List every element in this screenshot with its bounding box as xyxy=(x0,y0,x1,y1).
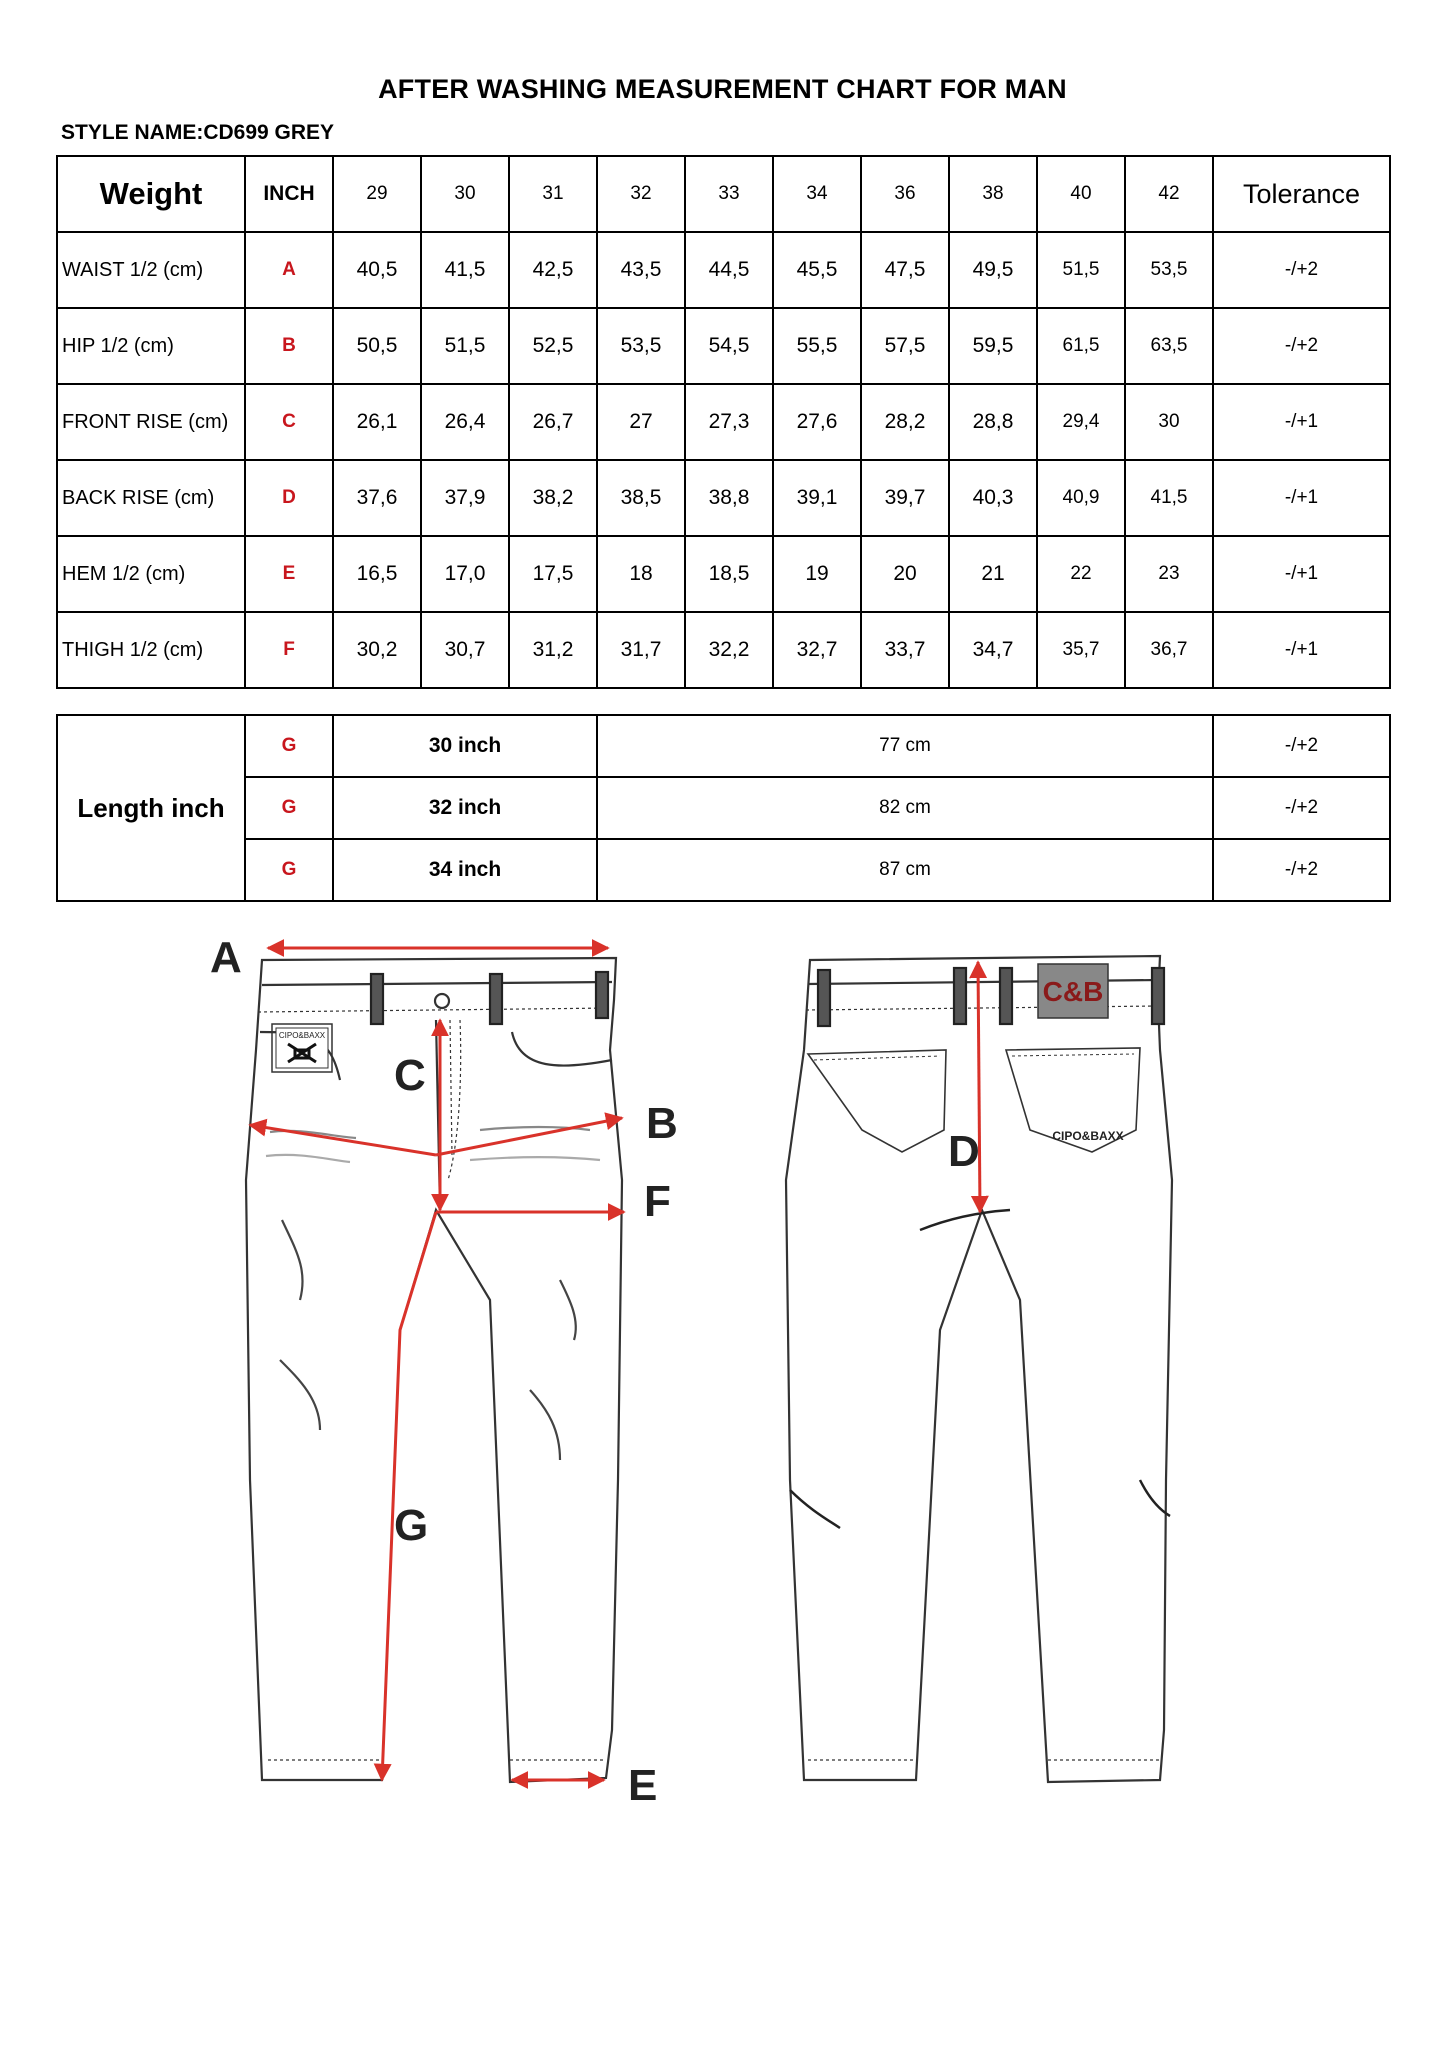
header-size: 30 xyxy=(421,156,509,232)
measure-hip-right xyxy=(436,1118,622,1155)
length-table xyxy=(56,714,1391,902)
measurement-value: 41,5 xyxy=(421,232,509,308)
measurement-value: 27,6 xyxy=(773,384,861,460)
length-row xyxy=(57,715,1390,777)
length-tolerance: -/+2 xyxy=(1213,839,1390,901)
length-inch: 32 inch xyxy=(333,777,597,839)
measurement-tolerance: -/+1 xyxy=(1213,612,1390,688)
measurement-value: 30,7 xyxy=(421,612,509,688)
header-size: 31 xyxy=(509,156,597,232)
measurement-value: 53,5 xyxy=(597,308,685,384)
measurement-label: BACK RISE (cm) xyxy=(57,460,245,536)
size-measurement-table xyxy=(56,155,1391,689)
measurement-tolerance: -/+2 xyxy=(1213,232,1390,308)
measurement-row xyxy=(57,536,1390,612)
length-label: Length inch xyxy=(57,715,245,901)
patch-text: C&B xyxy=(1042,976,1104,1007)
measurement-value: 26,1 xyxy=(333,384,421,460)
measurement-value: 16,5 xyxy=(333,536,421,612)
measurement-value: 49,5 xyxy=(949,232,1037,308)
brand-patch xyxy=(1038,964,1108,1018)
size-header-row xyxy=(57,156,1390,232)
measurement-value: 37,9 xyxy=(421,460,509,536)
header-weight: Weight xyxy=(57,156,245,232)
measurement-tolerance: -/+1 xyxy=(1213,536,1390,612)
length-cm: 77 cm xyxy=(597,715,1213,777)
label-d: D xyxy=(948,1127,980,1176)
measurement-code: B xyxy=(245,308,333,384)
measurement-value: 33,7 xyxy=(861,612,949,688)
measurement-value: 18,5 xyxy=(685,536,773,612)
measurement-label: THIGH 1/2 (cm) xyxy=(57,612,245,688)
measurement-value: 26,4 xyxy=(421,384,509,460)
length-cm: 87 cm xyxy=(597,839,1213,901)
measurement-value: 20 xyxy=(861,536,949,612)
measurement-value: 38,5 xyxy=(597,460,685,536)
measurement-value: 52,5 xyxy=(509,308,597,384)
measurement-label: HEM 1/2 (cm) xyxy=(57,536,245,612)
front-view-jeans xyxy=(246,958,622,1782)
measurement-value: 28,8 xyxy=(949,384,1037,460)
measurement-value: 51,5 xyxy=(421,308,509,384)
length-row xyxy=(57,839,1390,901)
measurement-value: 19 xyxy=(773,536,861,612)
measurement-row xyxy=(57,612,1390,688)
pocket-text: CIPO&BAXX xyxy=(1052,1129,1124,1143)
measurement-row xyxy=(57,232,1390,308)
header-size: 33 xyxy=(685,156,773,232)
logo-text: CIPO&BAXX xyxy=(278,1031,326,1040)
length-row xyxy=(57,777,1390,839)
measurement-value: 37,6 xyxy=(333,460,421,536)
measurement-code: E xyxy=(245,536,333,612)
measurement-value: 63,5 xyxy=(1125,308,1213,384)
measurement-value: 43,5 xyxy=(597,232,685,308)
measurement-value: 26,7 xyxy=(509,384,597,460)
header-size: 34 xyxy=(773,156,861,232)
jeans-measurement-diagram xyxy=(0,920,1445,1800)
measurement-value: 42,5 xyxy=(509,232,597,308)
length-inch: 34 inch xyxy=(333,839,597,901)
measurement-code: C xyxy=(245,384,333,460)
measurement-row xyxy=(57,460,1390,536)
measurement-value: 35,7 xyxy=(1037,612,1125,688)
measure-hip-left xyxy=(250,1125,436,1155)
measurement-value: 40,9 xyxy=(1037,460,1125,536)
measurement-value: 44,5 xyxy=(685,232,773,308)
label-c: C xyxy=(394,1051,426,1100)
measurement-value: 31,7 xyxy=(597,612,685,688)
measurement-value: 17,5 xyxy=(509,536,597,612)
measurement-value: 28,2 xyxy=(861,384,949,460)
measurement-value: 50,5 xyxy=(333,308,421,384)
measurement-value: 27,3 xyxy=(685,384,773,460)
header-size: 36 xyxy=(861,156,949,232)
header-size: 42 xyxy=(1125,156,1213,232)
measurement-value: 38,8 xyxy=(685,460,773,536)
measurement-tolerance: -/+2 xyxy=(1213,308,1390,384)
measurement-value: 18 xyxy=(597,536,685,612)
measurement-value: 41,5 xyxy=(1125,460,1213,536)
measurement-code: A xyxy=(245,232,333,308)
measurement-row xyxy=(57,384,1390,460)
header-inch: INCH xyxy=(245,156,333,232)
measurement-value: 40,3 xyxy=(949,460,1037,536)
measurement-value: 40,5 xyxy=(333,232,421,308)
measurement-value: 32,2 xyxy=(685,612,773,688)
measurement-code: F xyxy=(245,612,333,688)
header-size: 38 xyxy=(949,156,1037,232)
measurement-value: 54,5 xyxy=(685,308,773,384)
measurement-row xyxy=(57,308,1390,384)
measurement-value: 17,0 xyxy=(421,536,509,612)
measurement-value: 32,7 xyxy=(773,612,861,688)
page-title: AFTER WASHING MEASUREMENT CHART FOR MAN xyxy=(378,74,1067,104)
measurement-value: 27 xyxy=(597,384,685,460)
measure-inseam xyxy=(382,1212,436,1780)
measurement-label: FRONT RISE (cm) xyxy=(57,384,245,460)
measurement-value: 47,5 xyxy=(861,232,949,308)
length-code: G xyxy=(245,839,333,901)
measurement-value: 29,4 xyxy=(1037,384,1125,460)
header-size: 32 xyxy=(597,156,685,232)
measurement-value: 34,7 xyxy=(949,612,1037,688)
measurement-value: 31,2 xyxy=(509,612,597,688)
length-cm: 82 cm xyxy=(597,777,1213,839)
measurement-value: 23 xyxy=(1125,536,1213,612)
measurement-label: HIP 1/2 (cm) xyxy=(57,308,245,384)
measurement-value: 39,7 xyxy=(861,460,949,536)
measurement-value: 38,2 xyxy=(509,460,597,536)
measurement-value: 22 xyxy=(1037,536,1125,612)
label-g: G xyxy=(394,1501,429,1550)
measurement-value: 30 xyxy=(1125,384,1213,460)
cipo-baxx-logo xyxy=(276,1028,328,1068)
measurement-code: D xyxy=(245,460,333,536)
measurement-label: WAIST 1/2 (cm) xyxy=(57,232,245,308)
length-tolerance: -/+2 xyxy=(1213,715,1390,777)
measurement-value: 57,5 xyxy=(861,308,949,384)
label-e: E xyxy=(628,1761,658,1800)
length-code: G xyxy=(245,715,333,777)
length-inch: 30 inch xyxy=(333,715,597,777)
measurement-value: 45,5 xyxy=(773,232,861,308)
header-size: 29 xyxy=(333,156,421,232)
measurement-value: 36,7 xyxy=(1125,612,1213,688)
length-code: G xyxy=(245,777,333,839)
measurement-value: 21 xyxy=(949,536,1037,612)
measurement-tolerance: -/+1 xyxy=(1213,460,1390,536)
measurement-value: 59,5 xyxy=(949,308,1037,384)
measurement-tolerance: -/+1 xyxy=(1213,384,1390,460)
label-b: B xyxy=(646,1099,678,1148)
header-tolerance: Tolerance xyxy=(1213,156,1390,232)
measurement-value: 55,5 xyxy=(773,308,861,384)
measurement-value: 61,5 xyxy=(1037,308,1125,384)
measurement-value: 30,2 xyxy=(333,612,421,688)
label-a: A xyxy=(210,933,242,982)
measurement-value: 53,5 xyxy=(1125,232,1213,308)
length-tolerance: -/+2 xyxy=(1213,777,1390,839)
label-f: F xyxy=(644,1177,671,1226)
style-name: STYLE NAME:CD699 GREY xyxy=(61,121,335,144)
measurement-value: 51,5 xyxy=(1037,232,1125,308)
measurement-value: 39,1 xyxy=(773,460,861,536)
header-size: 40 xyxy=(1037,156,1125,232)
